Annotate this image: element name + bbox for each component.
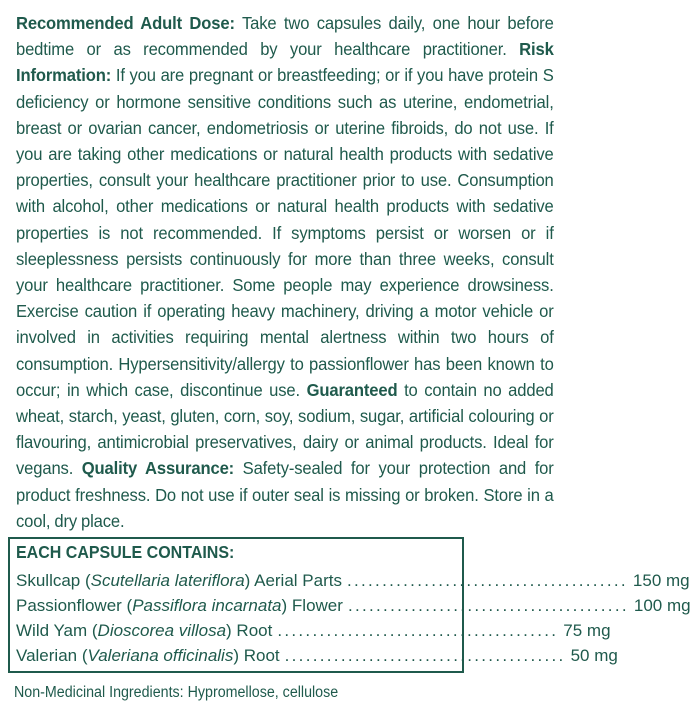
capsule-contents-title: EACH CAPSULE CONTAINS:: [16, 542, 235, 562]
ingredient-name: Skullcap (Scutellaria lateriflora) Aerial Parts: [16, 571, 342, 590]
ingredient-row: [16, 569, 690, 593]
ingredient-amount: 50 mg: [570, 646, 618, 665]
ingredient-name: Valerian (Valeriana officinalis) Root: [16, 646, 280, 665]
leader-dots: ........................................: [346, 571, 628, 590]
ingredient-name: Passionflower (Passiflora incarnata) Flower: [16, 596, 343, 615]
guaranteed-text: to contain no added wheat, starch, yeast, gluten, corn, soy, sodium, sugar, artificial colouring or flavouring, antimicrobial preservatives, dairy or animal products. Ideal for vegans.: [16, 379, 554, 479]
dose-label: Recommended Adult Dose:: [16, 13, 235, 33]
quality-text: Safety-sealed for your protection and for product freshness. Do not use if outer seal is missing or broken. Store in a cool, dry place.: [16, 458, 554, 531]
non-medicinal-ingredients: Non-Medicinal Ingredients: Hypromellose, cellulose: [14, 684, 339, 701]
guaranteed-label: Guaranteed: [306, 379, 398, 400]
ingredient-amount: 75 mg: [563, 621, 611, 640]
ingredient-latin-name: Passiflora incarnata: [132, 596, 282, 615]
ingredient-latin-name: Valeriana officinalis: [87, 646, 234, 665]
risk-text: If you are pregnant or breastfeeding; or if you have protein S deficiency or hormone sensitive conditions such as uterine, endometrial, breast or ovarian cancer, endometriosis or uterine fibroids, do not use. If you are taking other medications or natural health products with sedative properties, consult your healthcare practitioner prior to use. Consumption with alcohol, other medications or natural health products with sedative properties is not recommended. If symptoms persist or worsen or if sleeplessness persists continuously for more than three weeks, consult your healthcare practitioner. Some people may experience drowsiness. Exercise caution if operating heavy machinery, driving a motor vehicle or involved in activities requiring mental alertness within two hours of consumption. Hypersensitivity/allergy to passionflower has been known to occur; in which case, discontinue use.: [16, 65, 554, 400]
ingredient-name: Wild Yam (Dioscorea villosa) Root: [16, 621, 273, 640]
ingredient-latin-name: Dioscorea villosa: [97, 621, 227, 640]
risk-label: Risk Information:: [16, 39, 554, 86]
ingredient-amount: 150 mg: [632, 571, 690, 590]
leader-dots: ........................................: [277, 621, 559, 640]
capsule-contents-box: [8, 537, 691, 673]
ingredient-row: [16, 619, 611, 643]
product-information-text: [16, 10, 554, 534]
leader-dots: ........................................: [284, 646, 566, 665]
ingredient-row: [16, 594, 691, 618]
leader-dots: ........................................: [347, 596, 629, 615]
ingredient-latin-name: Scutellaria lateriflora: [90, 571, 245, 590]
ingredient-row: [16, 644, 618, 668]
dose-text: Take two capsules daily, one hour before bedtime or as recommended by your healthcare practitioner.: [16, 13, 554, 60]
quality-label: Quality Assurance:: [81, 458, 235, 479]
ingredient-amount: 100 mg: [633, 596, 691, 615]
